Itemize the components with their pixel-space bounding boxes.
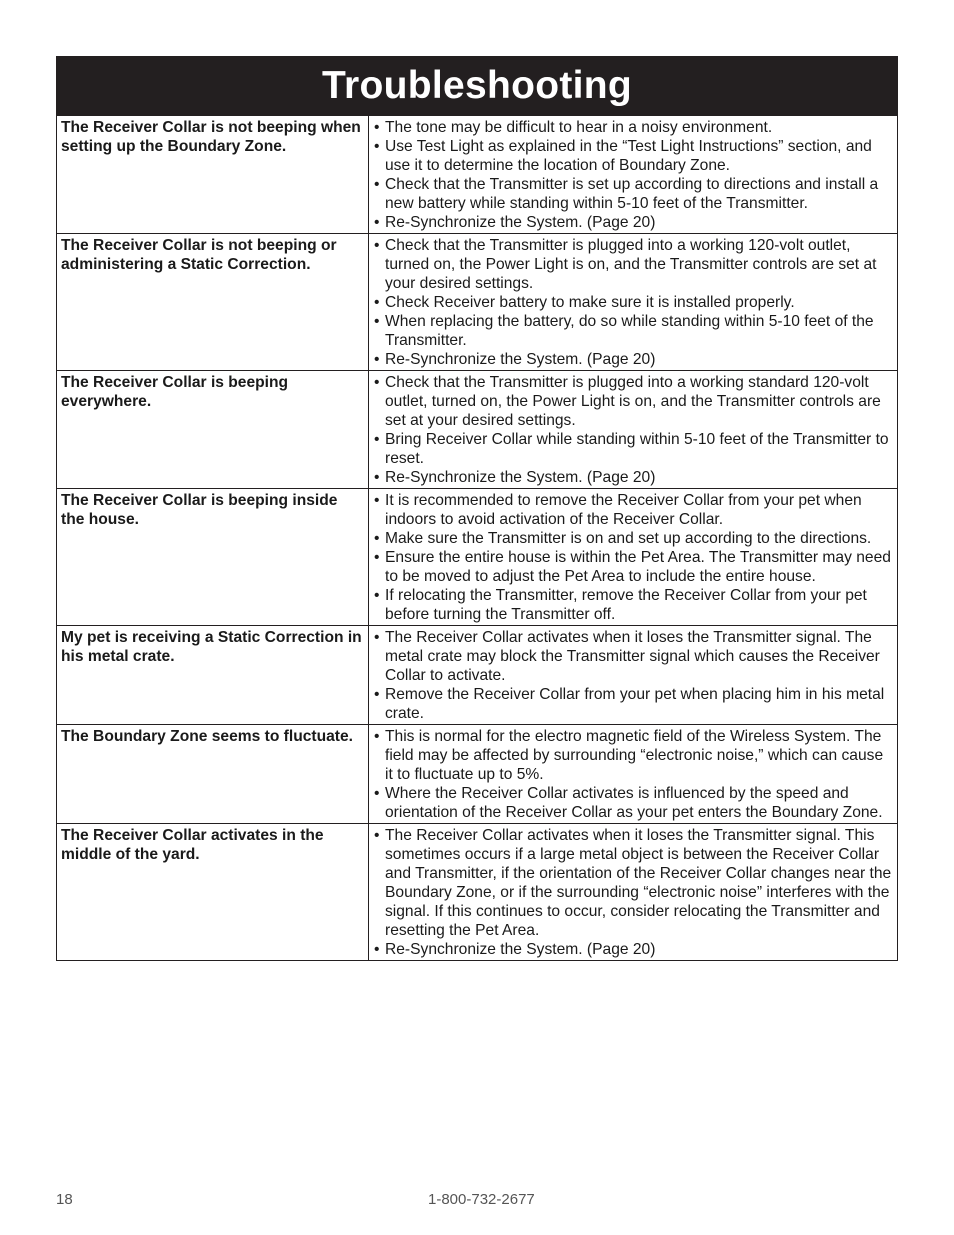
solution-item: • Check that the Transmitter is set up according to directions and install a new battery while standing within 5-10 feet of the Transmitter.	[373, 175, 893, 213]
problem-cell: The Receiver Collar is beeping everywhere.	[57, 371, 369, 489]
solution-item: • Check that the Transmitter is plugged into a working 120-volt outlet, turned on, the Power Light is on, and the Transmitter controls are set at your desired settings.	[373, 236, 893, 293]
table-row	[57, 234, 898, 371]
solution-list	[373, 236, 893, 369]
problem-cell: The Receiver Collar activates in the middle of the yard.	[57, 824, 369, 961]
solution-item: • The Receiver Collar activates when it loses the Transmitter signal. The metal crate may block the Transmitter signal which causes the Receiver Collar to activate.	[373, 628, 893, 685]
problem-cell: The Receiver Collar is not beeping when setting up the Boundary Zone.	[57, 116, 369, 234]
solution-item: • Ensure the entire house is within the Pet Area. The Transmitter may need to be moved to adjust the Pet Area to include the entire house.	[373, 548, 893, 586]
solution-cell	[369, 626, 898, 725]
table-row	[57, 824, 898, 961]
solution-list	[373, 491, 893, 624]
troubleshooting-page	[56, 56, 898, 961]
solution-item: • Re-Synchronize the System. (Page 20)	[373, 350, 893, 369]
solution-cell	[369, 824, 898, 961]
page-footer	[56, 1191, 898, 1211]
solution-cell	[369, 725, 898, 824]
solution-list	[373, 628, 893, 723]
solution-item: • The Receiver Collar activates when it loses the Transmitter signal. This sometimes occurs if a large metal object is between the Receiver Collar and Transmitter, if the orientation of the Receiver Collar changes near the Boundary Zone, or if the surrounding “electronic noise” interferes with the signal. If this continues to occur, consider relocating the Transmitter and resetting the Pet Area.	[373, 826, 893, 940]
solution-list	[373, 373, 893, 487]
title-bar	[56, 56, 898, 115]
solution-cell	[369, 371, 898, 489]
table-row	[57, 626, 898, 725]
solution-item: • Re-Synchronize the System. (Page 20)	[373, 213, 893, 232]
page-title: Troubleshooting	[322, 63, 632, 107]
table-body	[57, 116, 898, 961]
phone-number: 1-800-732-2677	[428, 1191, 535, 1208]
problem-cell: The Receiver Collar is not beeping or administering a Static Correction.	[57, 234, 369, 371]
solution-cell	[369, 116, 898, 234]
solution-item: • Make sure the Transmitter is on and set up according to the directions.	[373, 529, 893, 548]
solution-item: • This is normal for the electro magnetic field of the Wireless System. The field may be affected by surrounding “electronic noise,” which can cause it to fluctuate up to 5%.	[373, 727, 893, 784]
table-row	[57, 725, 898, 824]
solution-cell	[369, 234, 898, 371]
solution-item: • Remove the Receiver Collar from your pet when placing him in his metal crate.	[373, 685, 893, 723]
solution-item: • Re-Synchronize the System. (Page 20)	[373, 940, 893, 959]
solution-item: • Bring Receiver Collar while standing within 5-10 feet of the Transmitter to reset.	[373, 430, 893, 468]
solution-item: • Where the Receiver Collar activates is influenced by the speed and orientation of the Receiver Collar as your pet enters the Boundary Zone.	[373, 784, 893, 822]
solution-item: • It is recommended to remove the Receiver Collar from your pet when indoors to avoid activation of the Receiver Collar.	[373, 491, 893, 529]
table-row	[57, 489, 898, 626]
problem-cell: The Boundary Zone seems to fluctuate.	[57, 725, 369, 824]
solution-list	[373, 727, 893, 822]
problem-cell: The Receiver Collar is beeping inside the house.	[57, 489, 369, 626]
solution-item: • Re-Synchronize the System. (Page 20)	[373, 468, 893, 487]
table-row	[57, 116, 898, 234]
troubleshooting-table	[56, 115, 898, 961]
solution-item: • Use Test Light as explained in the “Test Light Instructions” section, and use it to determine the location of Boundary Zone.	[373, 137, 893, 175]
solution-cell	[369, 489, 898, 626]
solution-item: • If relocating the Transmitter, remove the Receiver Collar from your pet before turning the Transmitter off.	[373, 586, 893, 624]
solution-item: • Check that the Transmitter is plugged into a working standard 120-volt outlet, turned on, the Power Light is on, and the Transmitter controls are set at your desired settings.	[373, 373, 893, 430]
page-number: 18	[56, 1191, 73, 1208]
solution-list	[373, 118, 893, 232]
solution-item: • When replacing the battery, do so while standing within 5-10 feet of the Transmitter.	[373, 312, 893, 350]
solution-item: • Check Receiver battery to make sure it is installed properly.	[373, 293, 893, 312]
solution-list	[373, 826, 893, 959]
solution-item: • The tone may be difficult to hear in a noisy environment.	[373, 118, 893, 137]
table-row	[57, 371, 898, 489]
problem-cell: My pet is receiving a Static Correction in his metal crate.	[57, 626, 369, 725]
